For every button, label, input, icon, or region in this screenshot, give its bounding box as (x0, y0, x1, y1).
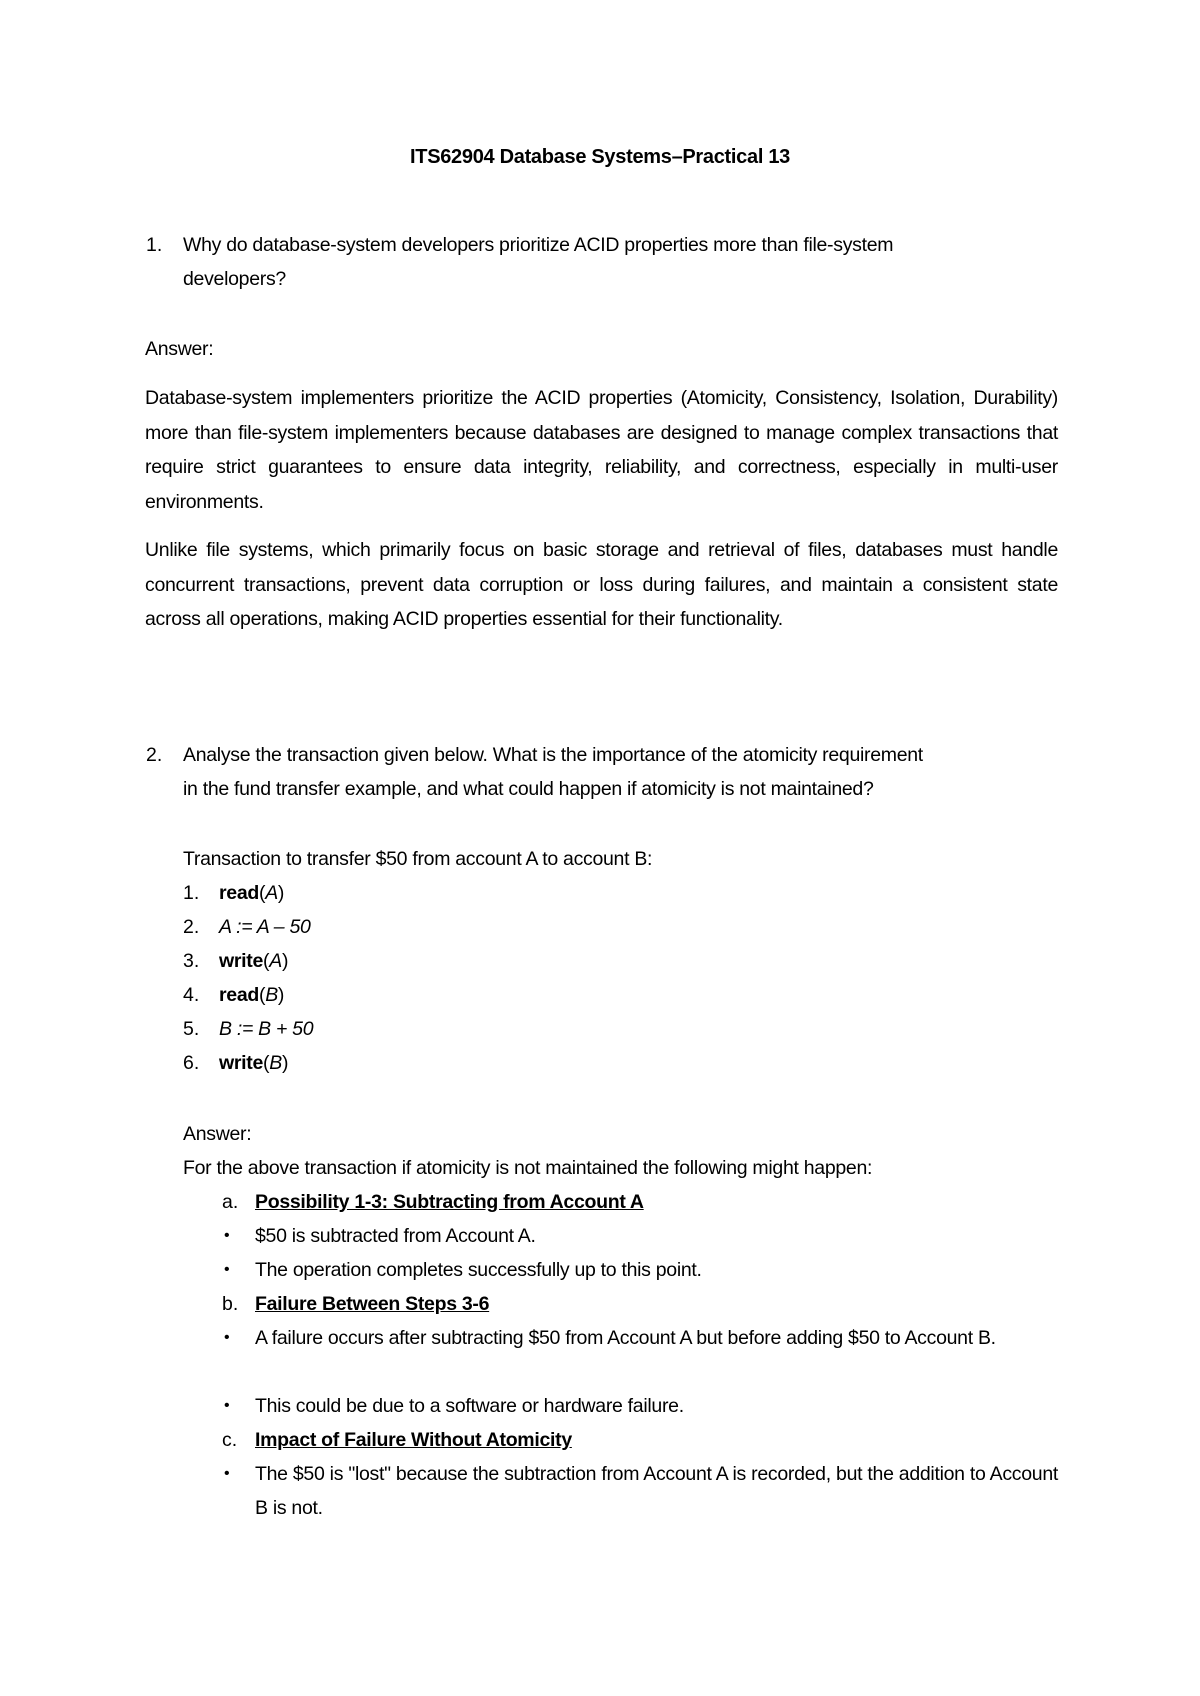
step-6: write(B) (219, 1052, 289, 1074)
step-number: 2. (183, 916, 200, 938)
answer-2-intro: For the above transaction if atomicity is not maintained the following might happen: (183, 1157, 873, 1179)
step-number: 6. (183, 1052, 200, 1074)
step-op: write (219, 950, 264, 972)
bullet-icon: • (224, 1261, 230, 1278)
question-1-text-line2: developers? (183, 268, 286, 290)
section-a-bullet-1: $50 is subtracted from Account A. (255, 1225, 536, 1247)
step-arg: A (269, 950, 282, 972)
answer-1-paragraph-1: Database-system implementers prioritize the ACID properties (Atomicity, Consistency, Isolation, Durability) more than file-system implementers because databases are designed to manage complex transactions that require strict guarantees to ensure data integrity, reliability, and correctness, especially in multi-user environments. (145, 387, 1058, 513)
bullet-icon: • (224, 1465, 230, 1482)
step-number: 4. (183, 984, 200, 1006)
answer-2-label: Answer: (183, 1123, 252, 1145)
question-1-number: 1. (146, 234, 163, 256)
transaction-intro: Transaction to transfer $50 from account A to account B: (183, 848, 653, 870)
answer-1-paragraph-2: Unlike file systems, which primarily focus on basic storage and retrieval of files, databases must handle concurrent transactions, prevent data corruption or loss during failures, and maintain a consistent state across all operations, making ACID properties essential for their functionality. (145, 539, 1058, 630)
step-op: read (219, 984, 259, 1006)
section-b-bullet-2: This could be due to a software or hardware failure. (255, 1395, 684, 1417)
page-title: ITS62904 Database Systems–Practical 13 (410, 146, 790, 168)
section-b-bullet-1: A failure occurs after subtracting $50 from Account A but before adding $50 to Account B. (255, 1327, 996, 1349)
step-1: read(A) (219, 882, 285, 904)
step-number: 1. (183, 882, 200, 904)
section-c-bullet-1: The $50 is "lost" because the subtraction from Account A is recorded, but the addition to Account B is not. (255, 1463, 1058, 1519)
step-op: read (219, 882, 259, 904)
section-b-letter: b. (222, 1293, 239, 1315)
step-arg: B (265, 984, 278, 1006)
step-number: 5. (183, 1018, 200, 1040)
step-op: write (219, 1052, 264, 1074)
section-a-bullet-2: The operation completes successfully up to this point. (255, 1259, 702, 1281)
section-a-letter: a. (222, 1191, 239, 1213)
section-a-heading: Possibility 1-3: Subtracting from Account A (255, 1191, 644, 1213)
step-number: 3. (183, 950, 200, 972)
step-3: write(A) (219, 950, 289, 972)
section-c-letter: c. (222, 1429, 238, 1451)
step-4: read(B) (219, 984, 285, 1006)
question-2-text-line2: in the fund transfer example, and what could happen if atomicity is not maintained? (183, 778, 874, 800)
answer-1-label: Answer: (145, 338, 214, 360)
bullet-icon: • (224, 1397, 230, 1414)
question-2-text-line1: Analyse the transaction given below. What is the importance of the atomicity requirement (183, 744, 923, 766)
bullet-icon: • (224, 1227, 230, 1244)
question-2-number: 2. (146, 744, 163, 766)
step-5: B := B + 50 (219, 1018, 314, 1040)
bullet-icon: • (224, 1329, 230, 1346)
question-1-text-line1: Why do database-system developers prioritize ACID properties more than file-system (183, 234, 894, 256)
step-arg: A (265, 882, 278, 904)
step-arg: B (269, 1052, 282, 1074)
section-b-heading: Failure Between Steps 3-6 (255, 1293, 490, 1315)
step-2: A := A – 50 (219, 916, 311, 938)
section-c-heading: Impact of Failure Without Atomicity (255, 1429, 572, 1451)
